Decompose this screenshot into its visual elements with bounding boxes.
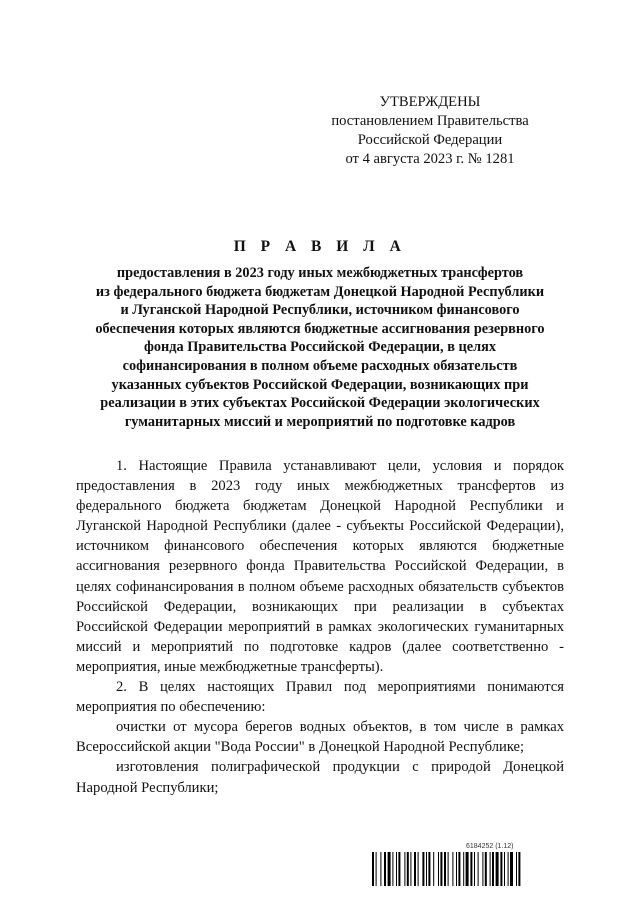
document-subtitle — [60, 264, 580, 431]
barcode-label: 6184252 (1.12) — [466, 843, 514, 850]
approval-date-number: от 4 августа 2023 г. № 1281 — [345, 151, 515, 167]
subtitle-line: и Луганской Народной Республики, источником финансового — [120, 302, 520, 319]
document-body — [76, 456, 564, 798]
subtitle-line: обеспечения которых являются бюджетные ассигнования резервного — [95, 320, 545, 337]
approval-status: УТВЕРЖДЕНЫ — [379, 94, 481, 110]
subtitle-line: указанных субъектов Российской Федерации, возникающих при — [111, 376, 529, 393]
subtitle-line: фонда Правительства Российской Федерации, в целях — [144, 339, 496, 356]
paragraph-2: 2. В целях настоящих Правил под мероприятиями понимаются мероприятия по обеспечению: — [76, 679, 564, 716]
paragraph-1: 1. Настоящие Правила устанавливают цели, условия и порядок предоставления в 2023 году иных межбюджетных трансфертов из федерального бюджета бюджетам Донецкой Народной Республики и Луганской Народной Республики (далее - субъекты Российской Федерации), источником финансового обеспечения которых являются бюджетные ассигнования резервного фонда Правительства Российской Федерации, в целях софинансирования в полном объеме расходных обязательств субъектов Российской Федерации, возникающих при реализации в субъектах Российской Федерации мероприятий в рамках экологических гуманитарных миссий и мероприятий по подготовке кадров (далее соответственно - мероприятия, иные межбюджетные трансферты). — [76, 458, 564, 675]
subtitle-line: реализации в этих субъектах Российской Федерации экологических — [100, 395, 540, 412]
subtitle-line: софинансирования в полном объеме расходных обязательств — [122, 357, 518, 374]
approval-block — [330, 93, 530, 169]
approval-government: Российской Федерации — [357, 132, 503, 148]
approval-by: постановлением Правительства — [331, 113, 529, 129]
subtitle-line: гуманитарных миссий и мероприятий по подготовке кадров — [124, 413, 516, 430]
paragraph-2-item-2: изготовления полиграфической продукции с природой Донецкой Народной Республики; — [76, 759, 564, 796]
paragraph-2-item-1: очистки от мусора берегов водных объектов, в том числе в рамках Всероссийской акции "Вода России" в Донецкой Народной Республике; — [76, 719, 564, 756]
subtitle-line: предоставления в 2023 году иных межбюджетных трансфертов — [116, 265, 524, 281]
document-title: П Р А В И Л А — [233, 238, 407, 255]
subtitle-line: из федерального бюджета бюджетам Донецкой Народной Республики — [95, 283, 545, 300]
barcode — [372, 852, 568, 886]
